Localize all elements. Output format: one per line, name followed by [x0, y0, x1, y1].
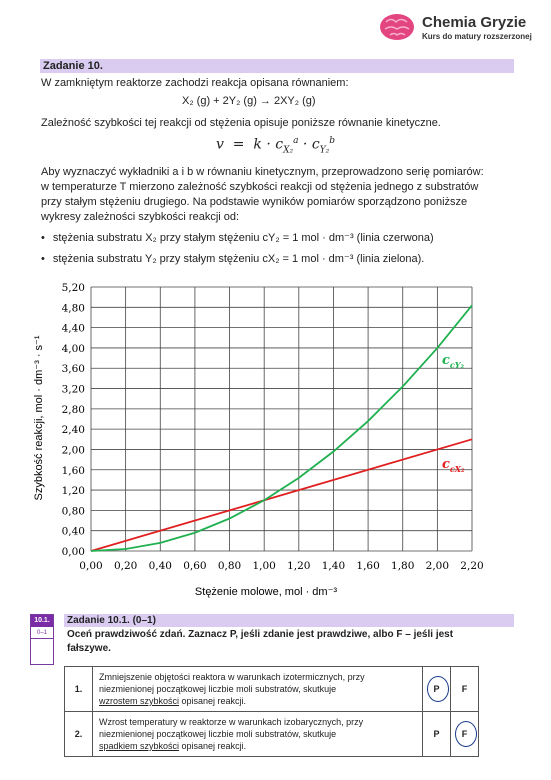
x-tick-label: 2,00: [425, 560, 450, 572]
row-number: 1.: [65, 667, 93, 712]
kinetic-intro: Zależność szybkości tej reakcji od stężenia opisuje poniższe równanie kinetyczne.: [41, 117, 441, 129]
task-intro: W zamkniętym reaktorze zachodzi reakcja opisana równaniem:: [41, 77, 349, 89]
statement-2: Wzrost temperatury w reaktorze w warunkach izobarycznych, przy niezmienionej początkowej liczbie moli substratów, skutkuje spadkiem szybkości opisanej reakcji.: [93, 712, 423, 757]
para4: wykresy zależności szybkości reakcji od:: [41, 211, 240, 223]
x-tick-label: 1,60: [356, 560, 380, 572]
x-tick-label: 0,60: [183, 560, 207, 572]
series-label-green: $c_{cY_2}$: [442, 353, 465, 370]
x-tick-label: 0,00: [79, 560, 103, 572]
question-number-box: [30, 614, 54, 665]
y-axis-label: Szybkość reakcji, mol · dm⁻³ · s⁻¹: [33, 335, 45, 501]
y-tick-label: 0,00: [61, 546, 85, 558]
x-tick-label: 0,20: [113, 560, 138, 572]
answer-circle: [427, 676, 449, 702]
para2: w temperaturze T mierzono zależność szybkości reakcji od stężenia jednego z substratów: [41, 181, 479, 193]
question-number: 10.1.: [31, 615, 53, 627]
statement-1: Zmniejszenie objętości reaktora w warunkach izotermicznych, przy niezmienionej początkowej liczbie moli substratów, skutkuje wzrostem szybkości opisanej reakcji.: [93, 667, 423, 712]
task-title: Zadanie 10.: [40, 59, 514, 73]
x-tick-label: 1,00: [252, 560, 276, 572]
rate-chart: [28, 278, 488, 610]
table-row: [65, 667, 479, 712]
y-tick-label: 2,80: [61, 403, 85, 416]
y-tick-label: 4,40: [61, 322, 85, 335]
row-number: 2.: [65, 712, 93, 757]
series-label-red: $c_{cX_2}$: [442, 457, 465, 474]
brand-subtitle: Kurs do matury rozszerzonej: [422, 31, 532, 41]
y-tick-label: 2,00: [61, 444, 85, 457]
y-tick-label: 1,20: [61, 485, 85, 498]
y-tick-label: 3,20: [61, 383, 85, 396]
x-tick-label: 1,80: [391, 560, 415, 572]
brain-logo-icon: [378, 12, 416, 42]
x-tick-label: 1,40: [321, 560, 346, 572]
y-tick-label: 4,80: [61, 302, 85, 315]
y-tick-label: 4,00: [61, 342, 85, 355]
answer-circle: [455, 721, 477, 747]
para3: przy stałym stężeniu drugiego. Na podstawie wyników pomiarów sporządzono poniższe: [41, 196, 468, 208]
true-false-table: [64, 666, 479, 757]
option-f-2[interactable]: F: [451, 712, 479, 757]
option-p-1[interactable]: P: [423, 667, 451, 712]
brand-title: Chemia Gryzie: [422, 13, 527, 31]
y-tick-label: 0,80: [61, 505, 85, 518]
instruction: Oceń prawdziwość zdań. Zaznacz P, jeśli zdanie jest prawdziwe, albo F – jeśli jest fałszywe.: [67, 629, 454, 654]
table-row: [65, 712, 479, 757]
series-line-green: [91, 305, 472, 551]
bullet-red: • stężenia substratu X₂ przy stałym stężeniu cY₂ = 1 mol · dm⁻³ (linia czerwona): [41, 231, 434, 245]
y-tick-label: 2,40: [61, 424, 85, 437]
reaction-equation: X₂ (g) + 2Y₂ (g) → 2XY₂ (g): [182, 95, 316, 107]
y-tick-label: 0,40: [61, 525, 85, 538]
y-tick-label: 1,60: [61, 464, 85, 477]
option-f-1[interactable]: F: [451, 667, 479, 712]
x-tick-label: 0,40: [148, 560, 172, 572]
series-line-red: [91, 439, 472, 551]
brand: [378, 12, 532, 42]
para1: Aby wyznaczyć wykładniki a i b w równaniu kinetycznym, przeprowadzono serię pomiarów:: [41, 166, 484, 178]
bullet-green: • stężenia substratu Y₂ przy stałym stężeniu cX₂ = 1 mol · dm⁻³ (linia zielona).: [41, 252, 424, 266]
subtask-title: Zadanie 10.1. (0–1): [64, 614, 514, 627]
question-points: 0–1: [31, 627, 53, 639]
option-p-2[interactable]: P: [423, 712, 451, 757]
y-tick-label: 3,60: [61, 363, 85, 376]
x-tick-label: 0,80: [217, 560, 242, 572]
x-tick-label: 1,20: [287, 560, 311, 572]
y-tick-label: 5,20: [61, 282, 85, 294]
x-tick-label: 2,20: [460, 560, 484, 572]
x-axis-label: Stężenie molowe, mol · dm⁻³: [194, 586, 338, 598]
rate-equation: $v = k \cdot c_{X_2}^a \cdot c_{Y_2}^b$: [215, 136, 336, 156]
